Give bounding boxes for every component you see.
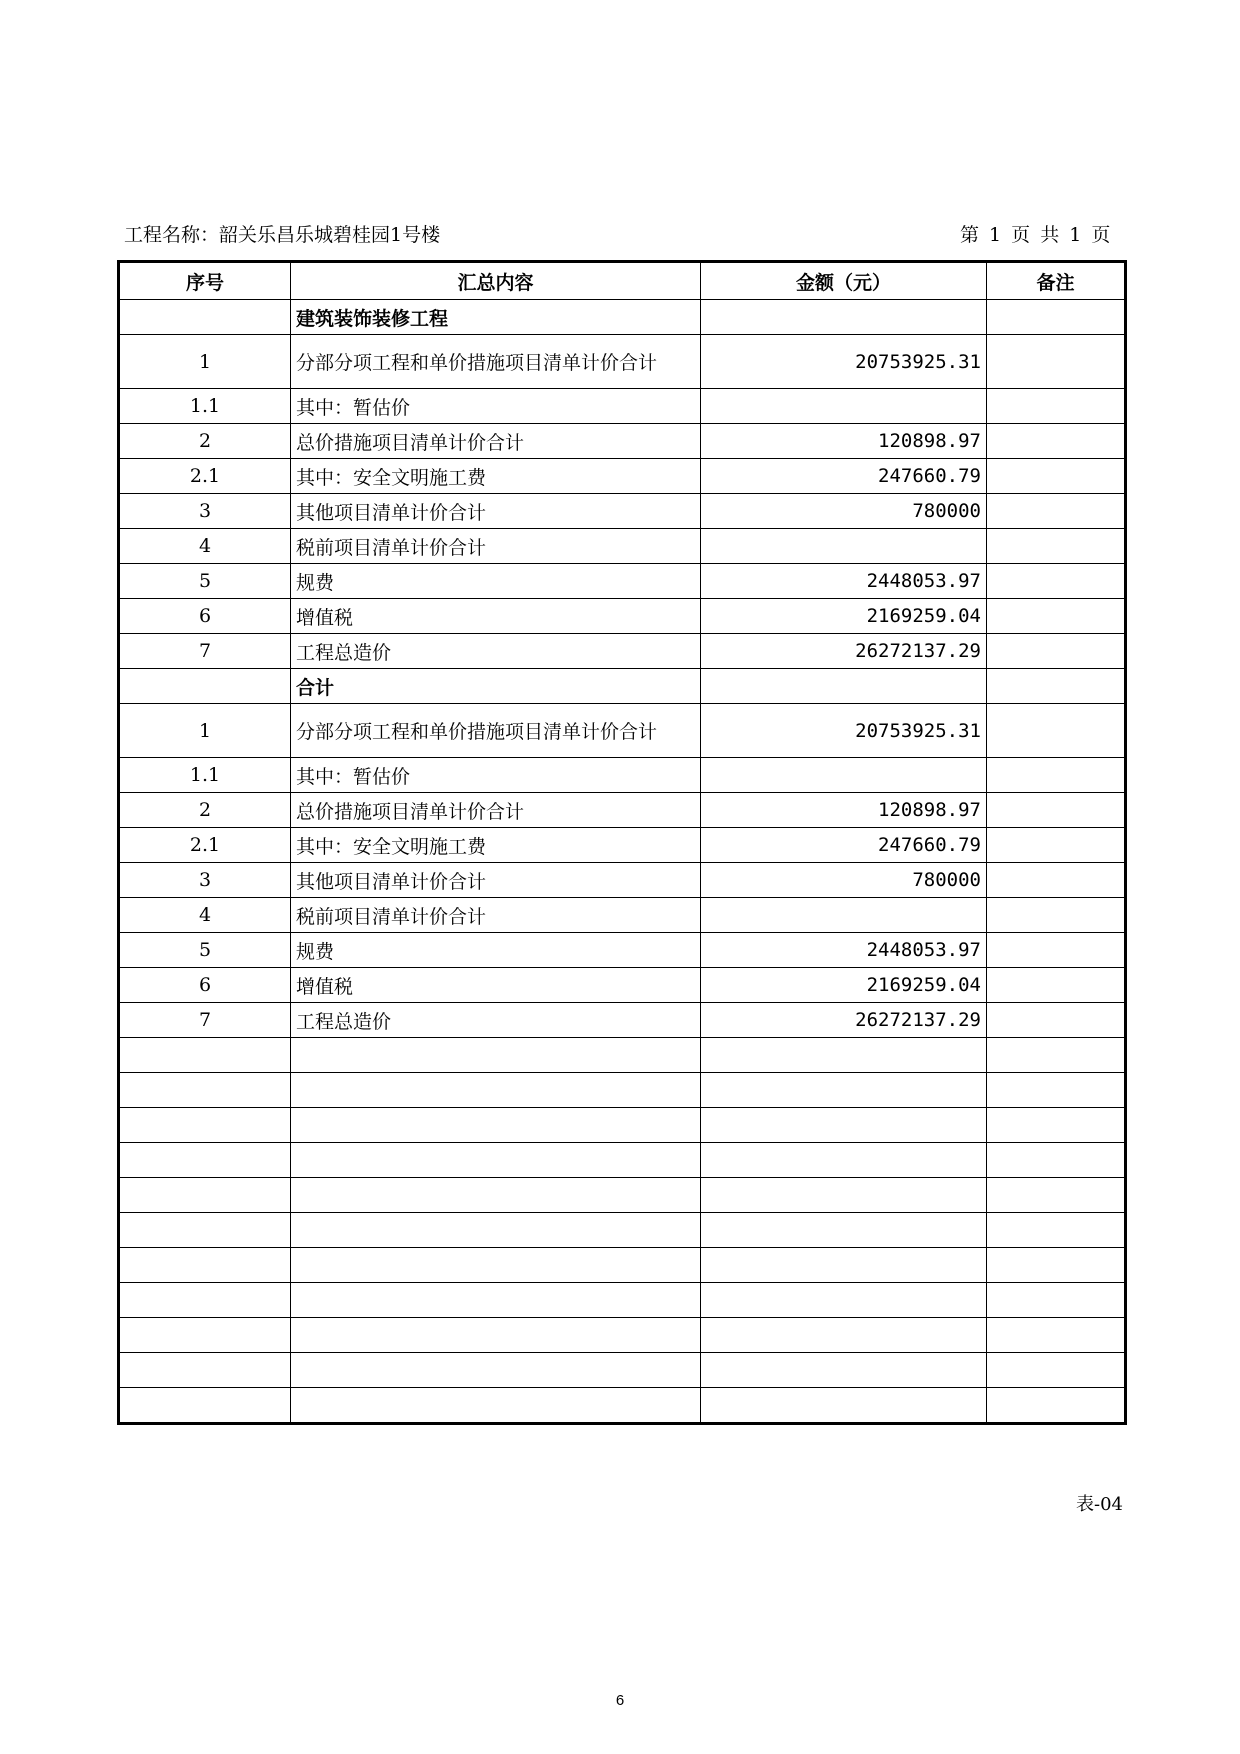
cell-no — [119, 1388, 291, 1424]
cell-no: 6 — [119, 968, 291, 1003]
column-header-remark: 备注 — [987, 262, 1126, 300]
cell-amount — [701, 1283, 987, 1318]
cell-content: 工程总造价 — [291, 1003, 701, 1038]
cell-remark — [987, 529, 1126, 564]
cell-remark — [987, 1388, 1126, 1424]
cell-amount — [701, 1108, 987, 1143]
form-code: 表-04 — [1076, 1494, 1123, 1515]
cell-content — [291, 1143, 701, 1178]
cell-remark — [987, 1248, 1126, 1283]
cell-content: 其他项目清单计价合计 — [291, 494, 701, 529]
cell-remark — [987, 599, 1126, 634]
cell-content: 税前项目清单计价合计 — [291, 898, 701, 933]
cell-amount: 780000 — [701, 494, 987, 529]
cell-amount: 120898.97 — [701, 793, 987, 828]
cell-amount: 247660.79 — [701, 459, 987, 494]
table-row — [119, 758, 1126, 793]
cell-content: 分部分项工程和单价措施项目清单计价合计 — [291, 704, 701, 758]
table-row — [119, 1388, 1126, 1424]
cell-content — [291, 1248, 701, 1283]
cell-content: 工程总造价 — [291, 634, 701, 669]
cell-no: 3 — [119, 863, 291, 898]
cell-amount — [701, 1353, 987, 1388]
cell-no — [119, 1178, 291, 1213]
cell-remark — [987, 758, 1126, 793]
table-row — [119, 1038, 1126, 1073]
table-row — [119, 1353, 1126, 1388]
table-row — [119, 1283, 1126, 1318]
column-header-content: 汇总内容 — [291, 262, 701, 300]
cell-no: 5 — [119, 933, 291, 968]
cell-amount — [701, 669, 987, 704]
cell-content — [291, 1038, 701, 1073]
cell-no: 4 — [119, 898, 291, 933]
cell-amount: 2448053.97 — [701, 933, 987, 968]
cell-remark — [987, 1213, 1126, 1248]
cell-amount: 26272137.29 — [701, 634, 987, 669]
cell-amount — [701, 1073, 987, 1108]
cell-content: 其中：暂估价 — [291, 758, 701, 793]
cell-no: 7 — [119, 634, 291, 669]
cell-amount — [701, 1178, 987, 1213]
cell-remark — [987, 300, 1126, 335]
table-row — [119, 1178, 1126, 1213]
cell-remark — [987, 1318, 1126, 1353]
cell-remark — [987, 335, 1126, 389]
table-row — [119, 898, 1126, 933]
cell-amount — [701, 529, 987, 564]
table-row — [119, 1108, 1126, 1143]
cell-remark — [987, 634, 1126, 669]
cell-no: 1 — [119, 335, 291, 389]
cell-no: 1.1 — [119, 389, 291, 424]
table-row — [119, 335, 1126, 389]
cell-content: 其中：暂估价 — [291, 389, 701, 424]
cell-no: 4 — [119, 529, 291, 564]
cell-remark — [987, 1178, 1126, 1213]
cell-remark — [987, 494, 1126, 529]
cell-amount — [701, 300, 987, 335]
table-row — [119, 863, 1126, 898]
cell-no: 3 — [119, 494, 291, 529]
page-number: 6 — [615, 1692, 625, 1709]
cell-content: 分部分项工程和单价措施项目清单计价合计 — [291, 335, 701, 389]
cell-no: 2 — [119, 424, 291, 459]
cell-remark — [987, 1143, 1126, 1178]
table-row — [119, 704, 1126, 758]
cell-content — [291, 1318, 701, 1353]
cell-remark — [987, 1108, 1126, 1143]
cell-content: 其中：安全文明施工费 — [291, 828, 701, 863]
table-row — [119, 828, 1126, 863]
cell-amount — [701, 758, 987, 793]
cell-content — [291, 1178, 701, 1213]
table-header-row — [119, 262, 1126, 300]
cell-content — [291, 1388, 701, 1424]
cell-no: 6 — [119, 599, 291, 634]
cell-amount: 780000 — [701, 863, 987, 898]
cell-content — [291, 1353, 701, 1388]
cell-amount: 120898.97 — [701, 424, 987, 459]
table-row — [119, 564, 1126, 599]
cell-no: 2 — [119, 793, 291, 828]
cell-no — [119, 1108, 291, 1143]
cell-content — [291, 1108, 701, 1143]
cell-remark — [987, 1003, 1126, 1038]
cell-remark — [987, 669, 1126, 704]
project-name: 工程名称：韶关乐昌乐城碧桂园1号楼 — [124, 224, 441, 246]
cell-remark — [987, 459, 1126, 494]
cell-amount — [701, 1318, 987, 1353]
cell-no: 2.1 — [119, 459, 291, 494]
cell-remark — [987, 898, 1126, 933]
cell-content: 其中：安全文明施工费 — [291, 459, 701, 494]
cell-remark — [987, 1038, 1126, 1073]
table-row — [119, 669, 1126, 704]
cell-no — [119, 1143, 291, 1178]
cell-no: 7 — [119, 1003, 291, 1038]
cell-remark — [987, 424, 1126, 459]
cell-content — [291, 1073, 701, 1108]
cell-no: 1 — [119, 704, 291, 758]
cell-no — [119, 1073, 291, 1108]
table-row — [119, 634, 1126, 669]
cell-content: 规费 — [291, 564, 701, 599]
cell-remark — [987, 1283, 1126, 1318]
cell-amount: 20753925.31 — [701, 335, 987, 389]
cell-amount: 2448053.97 — [701, 564, 987, 599]
cell-no — [119, 300, 291, 335]
cell-amount: 20753925.31 — [701, 704, 987, 758]
cell-amount: 247660.79 — [701, 828, 987, 863]
cell-amount — [701, 1143, 987, 1178]
table-row — [119, 300, 1126, 335]
cell-remark — [987, 793, 1126, 828]
cell-remark — [987, 968, 1126, 1003]
cell-no: 5 — [119, 564, 291, 599]
table-row — [119, 968, 1126, 1003]
cell-no — [119, 1248, 291, 1283]
cell-amount — [701, 1388, 987, 1424]
table-row — [119, 933, 1126, 968]
table-body — [119, 300, 1126, 1424]
cell-remark — [987, 1073, 1126, 1108]
cell-content: 总价措施项目清单计价合计 — [291, 793, 701, 828]
table-row — [119, 599, 1126, 634]
cell-amount — [701, 389, 987, 424]
cell-amount: 2169259.04 — [701, 599, 987, 634]
cell-no — [119, 1283, 291, 1318]
table-row — [119, 793, 1126, 828]
table-row — [119, 494, 1126, 529]
cell-remark — [987, 1353, 1126, 1388]
cell-no — [119, 1353, 291, 1388]
cell-content: 规费 — [291, 933, 701, 968]
cell-content: 合计 — [291, 669, 701, 704]
cell-amount: 2169259.04 — [701, 968, 987, 1003]
cell-no — [119, 1038, 291, 1073]
table-row — [119, 459, 1126, 494]
column-header-amount: 金额（元） — [701, 262, 987, 300]
cell-no — [119, 1213, 291, 1248]
cell-amount — [701, 898, 987, 933]
cell-content — [291, 1213, 701, 1248]
cell-amount — [701, 1038, 987, 1073]
table-row — [119, 1003, 1126, 1038]
table-row — [119, 1318, 1126, 1353]
table-row — [119, 1248, 1126, 1283]
cell-content: 建筑装饰装修工程 — [291, 300, 701, 335]
cell-content — [291, 1283, 701, 1318]
cell-no — [119, 669, 291, 704]
cell-remark — [987, 863, 1126, 898]
summary-table — [117, 260, 1127, 1425]
cell-amount: 26272137.29 — [701, 1003, 987, 1038]
table-row — [119, 1143, 1126, 1178]
cell-content: 增值税 — [291, 968, 701, 1003]
cell-no — [119, 1318, 291, 1353]
cell-content: 其他项目清单计价合计 — [291, 863, 701, 898]
cell-content: 增值税 — [291, 599, 701, 634]
cell-remark — [987, 704, 1126, 758]
table-row — [119, 424, 1126, 459]
table-row — [119, 389, 1126, 424]
cell-remark — [987, 933, 1126, 968]
table-row — [119, 529, 1126, 564]
cell-content: 总价措施项目清单计价合计 — [291, 424, 701, 459]
cell-remark — [987, 828, 1126, 863]
cell-no: 1.1 — [119, 758, 291, 793]
cell-no: 2.1 — [119, 828, 291, 863]
table-row — [119, 1213, 1126, 1248]
cell-amount — [701, 1213, 987, 1248]
cell-content: 税前项目清单计价合计 — [291, 529, 701, 564]
cell-remark — [987, 389, 1126, 424]
page-info: 第 1 页 共 1 页 — [960, 224, 1111, 246]
column-header-no: 序号 — [119, 262, 291, 300]
cell-remark — [987, 564, 1126, 599]
cell-amount — [701, 1248, 987, 1283]
table-row — [119, 1073, 1126, 1108]
